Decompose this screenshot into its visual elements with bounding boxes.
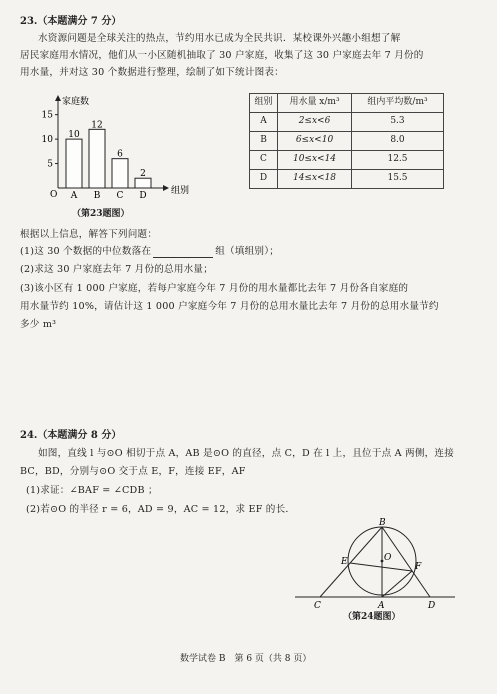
table-header-cell: 组别 [250,94,278,113]
point-label-f: F [415,562,422,572]
q23-subq1 [20,246,279,258]
bar-b [89,129,105,188]
table-row [250,113,444,132]
x-axis-label: 组别 [171,186,190,196]
q23-subq2: (2)求这 30 户家庭去年 7 月份的总用水量； [20,264,214,275]
x-category-label: B [93,191,101,201]
bar-data-label: 10 [68,130,80,141]
table-cell: 5.3 [352,113,444,132]
q23-intro-line-1: 水资源问题是全球关注的热点，节约用水已成为全民共识．某校课外兴趣小组想了解 [38,33,401,44]
table-cell: 14≤x<18 [278,170,352,189]
x-category-label: D [139,191,147,201]
table-row [250,170,444,189]
q23-intro-line-2: 居民家庭用水情况，他们从一小区随机抽取了 30 户家庭，收集了这 30 户家庭去年 7 月份的 [20,50,424,61]
answer-blank [153,257,213,258]
q24-intro-line-2: BC，BD，分别与⊙O 交于点 E，F，连接 EF，AF [20,466,246,477]
point-label-d: D [428,601,436,611]
table-header-row [250,94,444,113]
q24-intro-line-1: 如图，直线 l 与⊙O 相切于点 A，AB 是⊙O 的直径，点 C，D 在 l 上，且位于点 A 两侧，连接 [38,448,455,459]
table-cell: A [250,113,278,132]
table-cell: C [250,151,278,170]
bar-a [66,139,82,188]
q24-figure-caption: （第24题图） [343,612,401,622]
q24-subq2: (2)若⊙O 的半径 r = 6，AD = 9，AC = 12，求 EF 的长． [26,504,296,515]
q23-header: 23.（本题满分 7 分） [20,16,122,27]
q24-subq1: (1)求证：∠BAF = ∠CDB ； [26,485,158,496]
y-tick-label: 5 [47,159,53,170]
x-category-label: A [70,191,78,201]
table-header-cell: 用水量 x/m³ [278,94,352,113]
q23-subq3-line-2: 用水量节约 10%，请估计这 1 000 户家庭今年 7 月份的总用水量比去年 7 月份的总用水量节约 [20,301,439,312]
page-footer: 数学试卷 B 第 6 页（共 8 页） [180,654,312,664]
origin-label: O [50,190,58,200]
point-label-a: A [378,601,385,611]
q23-subq3-line-1: (3)该小区有 1 000 户家庭，若每户家庭今年 7 月份的用水量都比去年 7 月份各自家庭的 [20,283,409,294]
point-label-o: O [384,553,392,563]
q23-bar-chart [18,88,238,208]
table-cell: 10≤x<14 [278,151,352,170]
q24-geometry-figure [290,515,460,615]
q23-prompt: 根据以上信息，解答下列问题： [20,229,158,240]
table-cell: B [250,132,278,151]
table-cell: D [250,170,278,189]
q23-subq3-line-3: 多少 m³ [20,319,57,330]
table-row [250,151,444,170]
table-row [250,132,444,151]
q23-subq1-after: 组（填组别）； [215,246,279,257]
point-label-c: C [314,601,321,611]
table-cell: 8.0 [352,132,444,151]
point-label-e: E [341,557,348,567]
q23-figure-caption: （第23题图） [72,209,130,219]
segment-ef [350,563,412,571]
table-cell: 6≤x<10 [278,132,352,151]
q23-data-table [249,93,444,189]
table-header-cell: 组内平均数/m³ [352,94,444,113]
bar-d [135,178,151,188]
y-axis-label: 家庭数 [62,97,90,107]
bar-c [112,159,128,188]
table-cell: 2≤x<6 [278,113,352,132]
bar-data-label: 6 [117,149,123,160]
x-category-label: C [116,191,124,201]
q23-intro-line-3: 用水量，并对这 30 个数据进行整理，绘制了如下统计图表： [20,67,284,78]
center-point-o [381,560,384,563]
q24-header: 24.（本题满分 8 分） [20,430,122,441]
y-tick-label: 15 [41,110,53,121]
point-label-b: B [379,518,386,528]
segment-bc [320,527,382,597]
bar-data-label: 2 [140,169,146,180]
bar-data-label: 12 [91,120,103,131]
table-cell: 15.5 [352,170,444,189]
y-tick-label: 10 [41,135,53,146]
table-cell: 12.5 [352,151,444,170]
q23-subq1-before: (1)这 30 个数据的中位数落在 [20,246,152,257]
